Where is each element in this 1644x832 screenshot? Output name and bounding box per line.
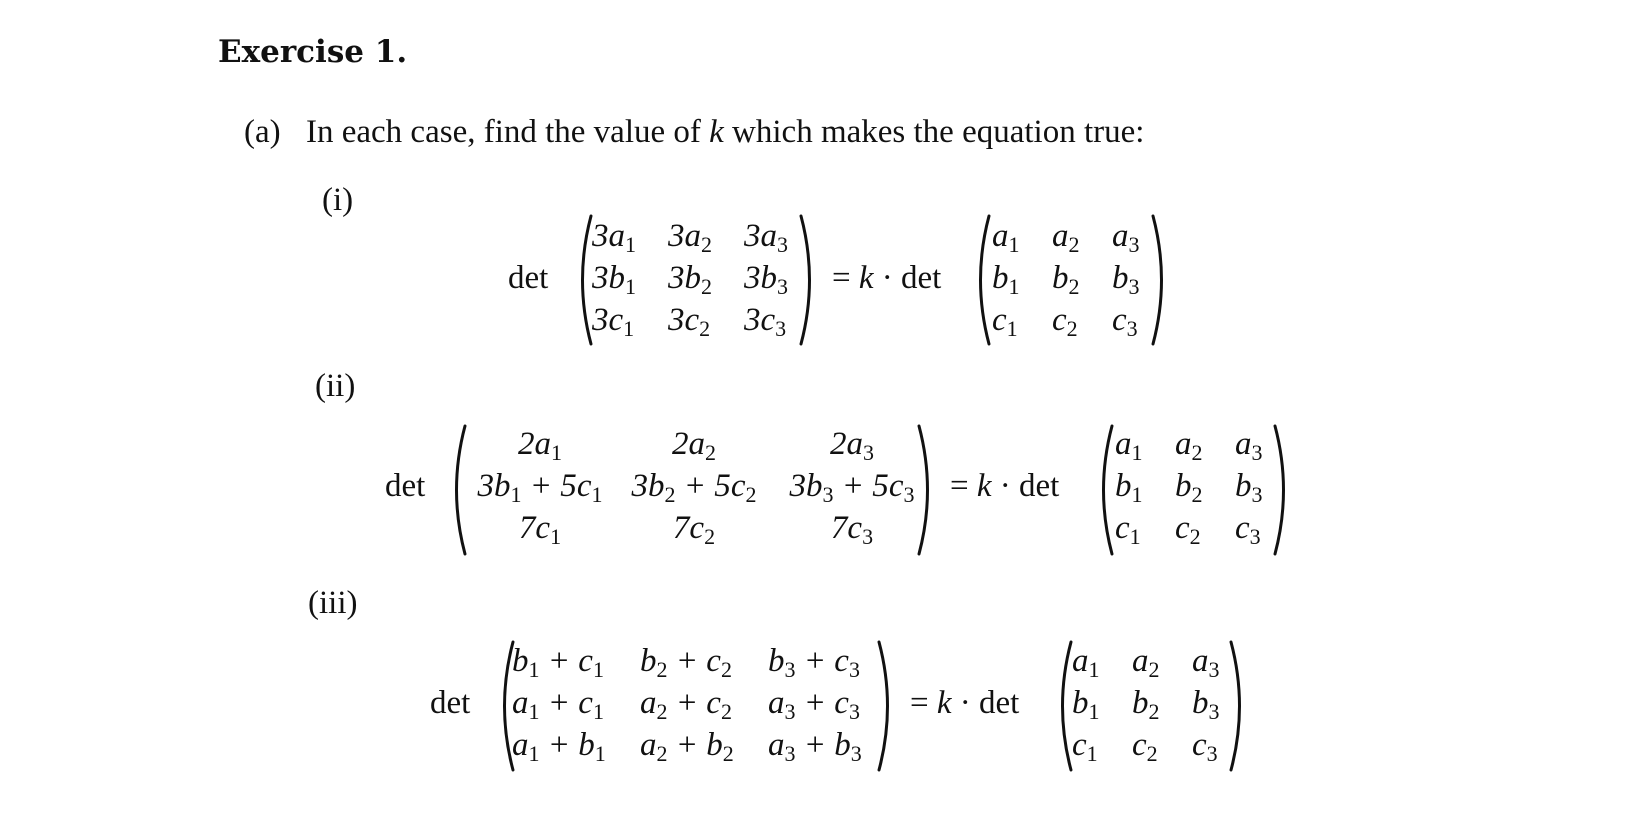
case-iii-label: (iii) [308, 585, 358, 621]
left-matrix-cell-r3c2: $7c_2$ [672, 510, 716, 549]
right-paren-open [1093, 424, 1115, 556]
right-matrix-cell-r2c2: $b_2$ [1132, 685, 1160, 724]
left-paren-open [446, 424, 468, 556]
left-paren-open [572, 214, 594, 346]
right-paren-close [1272, 424, 1294, 556]
equals-k-det: = k · det [910, 685, 1020, 721]
case-i-label: (i) [322, 182, 354, 218]
left-matrix-cell-r1c2: $b_2 + c_2$ [640, 643, 732, 682]
left-paren-close [798, 214, 820, 346]
right-matrix-cell-r3c3: $c_3$ [1112, 302, 1138, 341]
part-a-text: In each case, find the value of k which makes the equation true: [306, 114, 1145, 150]
part-a-prompt [244, 114, 1144, 151]
right-matrix-cell-r2c2: $b_2$ [1175, 468, 1203, 507]
right-matrix-cell-r1c2: $a_2$ [1132, 643, 1160, 682]
right-matrix-cell-r1c1: $a_1$ [1115, 426, 1143, 465]
right-matrix-cell-r3c2: $c_2$ [1175, 510, 1201, 549]
right-matrix-cell-r1c2: $a_2$ [1175, 426, 1203, 465]
right-matrix-cell-r1c3: $a_3$ [1235, 426, 1263, 465]
right-paren-open [970, 214, 992, 346]
right-matrix-cell-r1c3: $a_3$ [1192, 643, 1220, 682]
right-matrix-cell-r2c2: $b_2$ [1052, 260, 1080, 299]
det-label-left: det [508, 260, 549, 296]
part-a-label: (a) [244, 114, 281, 150]
equals-k-det: = k · det [832, 260, 942, 296]
left-matrix-cell-r1c3: $2a_3$ [830, 426, 874, 465]
left-matrix-cell-r1c1: $3a_1$ [592, 218, 636, 257]
left-paren-close [876, 640, 898, 772]
left-matrix-cell-r2c2: $3b_2$ [668, 260, 712, 299]
right-paren-close [1228, 640, 1250, 772]
left-matrix-cell-r2c1: $3b_1 + 5c_1$ [477, 468, 603, 507]
left-matrix-cell-r2c3: $a_3 + c_3$ [768, 685, 860, 724]
left-matrix-cell-r1c3: $3a_3$ [744, 218, 788, 257]
left-matrix-cell-r3c2: $a_2 + b_2$ [640, 727, 734, 766]
right-matrix-cell-r2c3: $b_3$ [1235, 468, 1263, 507]
left-matrix-cell-r2c1: $3b_1$ [592, 260, 636, 299]
right-matrix-cell-r3c2: $c_2$ [1052, 302, 1078, 341]
right-matrix-cell-r3c1: $c_1$ [1072, 727, 1098, 766]
right-paren-open [1052, 640, 1074, 772]
right-paren-close [1150, 214, 1172, 346]
right-matrix-cell-r2c3: $b_3$ [1112, 260, 1140, 299]
left-matrix-cell-r3c3: $a_3 + b_3$ [768, 727, 862, 766]
left-matrix-cell-r3c1: $a_1 + b_1$ [512, 727, 606, 766]
exercise-title: Exercise 1. [218, 34, 408, 70]
right-matrix-cell-r1c1: $a_1$ [1072, 643, 1100, 682]
left-matrix-cell-r3c1: $7c_1$ [518, 510, 562, 549]
left-matrix-cell-r3c2: $3c_2$ [668, 302, 711, 341]
left-matrix-cell-r1c1: $b_1 + c_1$ [512, 643, 604, 682]
left-matrix-cell-r3c3: $3c_3$ [744, 302, 787, 341]
left-matrix-cell-r3c3: $7c_3$ [830, 510, 874, 549]
left-matrix-cell-r3c1: $3c_1$ [592, 302, 635, 341]
left-matrix-cell-r2c2: $3b_2 + 5c_2$ [631, 468, 757, 507]
right-matrix-cell-r3c1: $c_1$ [992, 302, 1018, 341]
right-matrix-cell-r3c3: $c_3$ [1235, 510, 1261, 549]
left-matrix-cell-r2c3: $3b_3$ [744, 260, 788, 299]
right-matrix-cell-r2c1: $b_1$ [1115, 468, 1143, 507]
left-paren-close [916, 424, 938, 556]
right-matrix-cell-r2c1: $b_1$ [992, 260, 1020, 299]
right-matrix-cell-r3c3: $c_3$ [1192, 727, 1218, 766]
right-matrix-cell-r1c2: $a_2$ [1052, 218, 1080, 257]
right-matrix-cell-r2c1: $b_1$ [1072, 685, 1100, 724]
left-matrix-cell-r1c2: $2a_2$ [672, 426, 716, 465]
det-label-left: det [385, 468, 426, 504]
left-matrix-cell-r2c2: $a_2 + c_2$ [640, 685, 732, 724]
left-matrix-cell-r2c1: $a_1 + c_1$ [512, 685, 604, 724]
right-matrix-cell-r3c2: $c_2$ [1132, 727, 1158, 766]
left-matrix-cell-r1c3: $b_3 + c_3$ [768, 643, 860, 682]
right-matrix-cell-r2c3: $b_3$ [1192, 685, 1220, 724]
equals-k-det: = k · det [950, 468, 1060, 504]
right-matrix-cell-r1c1: $a_1$ [992, 218, 1020, 257]
right-matrix-cell-r1c3: $a_3$ [1112, 218, 1140, 257]
case-ii-label: (ii) [315, 368, 356, 404]
left-matrix-cell-r2c3: $3b_3 + 5c_3$ [789, 468, 915, 507]
left-matrix-cell-r1c2: $3a_2$ [668, 218, 712, 257]
right-matrix-cell-r3c1: $c_1$ [1115, 510, 1141, 549]
det-label-left: det [430, 685, 471, 721]
left-matrix-cell-r1c1: $2a_1$ [518, 426, 562, 465]
